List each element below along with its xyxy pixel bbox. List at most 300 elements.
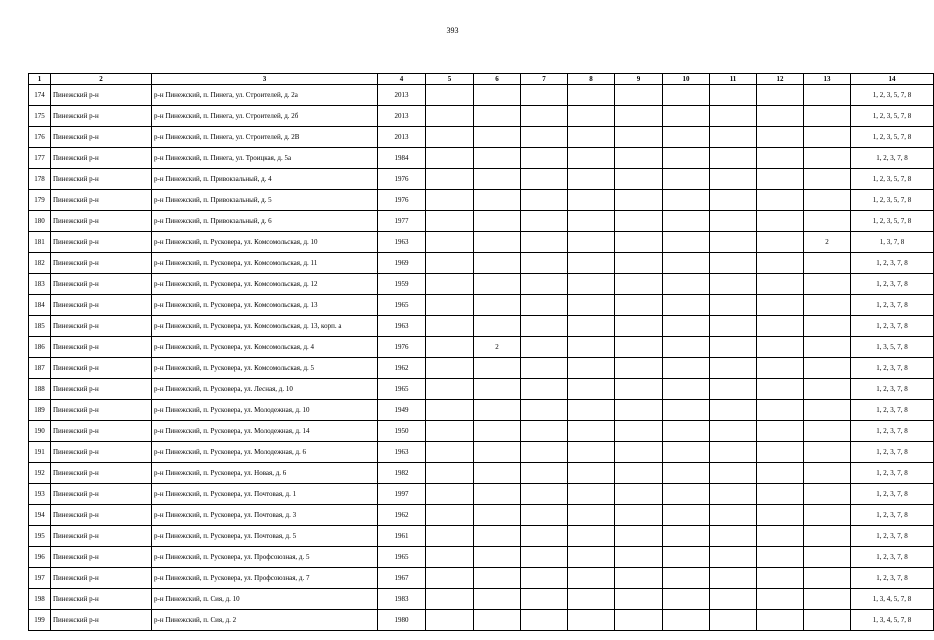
- col-11-cell: [710, 526, 757, 547]
- address-cell: р-н Пинежский, п. Русковера, ул. Молодежная, д. 14: [152, 421, 378, 442]
- col-11-cell: [710, 274, 757, 295]
- col-8-cell: [568, 358, 615, 379]
- col-11-cell: [710, 232, 757, 253]
- col-6-cell: [474, 211, 521, 232]
- table-row: [29, 337, 934, 358]
- year-cell: 1965: [378, 379, 426, 400]
- col-14-cell: 1, 2, 3, 7, 8: [851, 547, 934, 568]
- col-5-cell: [426, 610, 474, 631]
- address-cell: р-н Пинежский, п. Русковера, ул. Молодежная, д. 6: [152, 442, 378, 463]
- row-number-cell: 174: [29, 85, 51, 106]
- col-6-cell: [474, 400, 521, 421]
- col-14-cell: 1, 2, 3, 7, 8: [851, 400, 934, 421]
- col-8-cell: [568, 442, 615, 463]
- col-12-cell: [757, 316, 804, 337]
- col-9-cell: [615, 295, 663, 316]
- col-13-cell: [804, 400, 851, 421]
- col-13-cell: [804, 379, 851, 400]
- col-7-cell: [521, 169, 568, 190]
- table-row: [29, 589, 934, 610]
- col-5-cell: [426, 169, 474, 190]
- col-13-cell: [804, 127, 851, 148]
- col-6-cell: [474, 547, 521, 568]
- col-10-cell: [663, 463, 710, 484]
- column-header: 2: [51, 74, 152, 85]
- row-number-cell: 178: [29, 169, 51, 190]
- col-10-cell: [663, 85, 710, 106]
- col-9-cell: [615, 169, 663, 190]
- col-6-cell: 2: [474, 337, 521, 358]
- address-cell: р-н Пинежский, п. Русковера, ул. Почтовая, д. 5: [152, 526, 378, 547]
- col-7-cell: [521, 421, 568, 442]
- col-7-cell: [521, 610, 568, 631]
- col-5-cell: [426, 127, 474, 148]
- column-header: 12: [757, 74, 804, 85]
- col-9-cell: [615, 127, 663, 148]
- col-5-cell: [426, 568, 474, 589]
- page-number: 393: [446, 26, 459, 35]
- col-6-cell: [474, 127, 521, 148]
- table-row: [29, 148, 934, 169]
- address-cell: р-н Пинежский, п. Сия, д. 10: [152, 589, 378, 610]
- year-cell: 1963: [378, 442, 426, 463]
- col-5-cell: [426, 316, 474, 337]
- district-cell: Пинежский р-н: [51, 190, 152, 211]
- col-9-cell: [615, 337, 663, 358]
- col-10-cell: [663, 337, 710, 358]
- col-7-cell: [521, 547, 568, 568]
- col-12-cell: [757, 505, 804, 526]
- col-6-cell: [474, 421, 521, 442]
- col-11-cell: [710, 484, 757, 505]
- address-cell: р-н Пинежский, п. Русковера, ул. Почтовая, д. 1: [152, 484, 378, 505]
- col-11-cell: [710, 190, 757, 211]
- col-9-cell: [615, 358, 663, 379]
- col-12-cell: [757, 190, 804, 211]
- year-cell: 1969: [378, 253, 426, 274]
- col-13-cell: [804, 484, 851, 505]
- col-14-cell: 1, 2, 3, 7, 8: [851, 316, 934, 337]
- address-cell: р-н Пинежский, п. Привокзальный, д. 5: [152, 190, 378, 211]
- district-cell: Пинежский р-н: [51, 589, 152, 610]
- col-12-cell: [757, 358, 804, 379]
- column-header: 8: [568, 74, 615, 85]
- col-5-cell: [426, 505, 474, 526]
- district-cell: Пинежский р-н: [51, 106, 152, 127]
- col-12-cell: [757, 274, 804, 295]
- row-number-cell: 192: [29, 463, 51, 484]
- col-9-cell: [615, 610, 663, 631]
- district-cell: Пинежский р-н: [51, 421, 152, 442]
- col-12-cell: [757, 148, 804, 169]
- col-14-cell: 1, 2, 3, 5, 7, 8: [851, 127, 934, 148]
- col-7-cell: [521, 232, 568, 253]
- district-cell: Пинежский р-н: [51, 316, 152, 337]
- col-11-cell: [710, 568, 757, 589]
- col-8-cell: [568, 463, 615, 484]
- address-cell: р-н Пинежский, п. Русковера, ул. Комсомольская, д. 10: [152, 232, 378, 253]
- district-cell: Пинежский р-н: [51, 526, 152, 547]
- col-7-cell: [521, 274, 568, 295]
- col-14-cell: 1, 2, 3, 7, 8: [851, 568, 934, 589]
- row-number-cell: 194: [29, 505, 51, 526]
- col-13-cell: [804, 463, 851, 484]
- column-header: 5: [426, 74, 474, 85]
- col-14-cell: 1, 2, 3, 5, 7, 8: [851, 85, 934, 106]
- col-12-cell: [757, 379, 804, 400]
- col-10-cell: [663, 295, 710, 316]
- col-9-cell: [615, 526, 663, 547]
- col-10-cell: [663, 232, 710, 253]
- row-number-cell: 193: [29, 484, 51, 505]
- col-13-cell: [804, 358, 851, 379]
- col-14-cell: 1, 2, 3, 7, 8: [851, 442, 934, 463]
- district-cell: Пинежский р-н: [51, 211, 152, 232]
- table-row: [29, 316, 934, 337]
- table-row: [29, 211, 934, 232]
- col-12-cell: [757, 610, 804, 631]
- table-row: [29, 190, 934, 211]
- col-7-cell: [521, 295, 568, 316]
- col-8-cell: [568, 421, 615, 442]
- table-row: [29, 379, 934, 400]
- row-number-cell: 198: [29, 589, 51, 610]
- table-header-row: [29, 74, 934, 85]
- col-9-cell: [615, 568, 663, 589]
- col-10-cell: [663, 316, 710, 337]
- col-13-cell: [804, 568, 851, 589]
- col-13-cell: [804, 253, 851, 274]
- col-10-cell: [663, 253, 710, 274]
- col-8-cell: [568, 106, 615, 127]
- col-13-cell: [804, 421, 851, 442]
- table-row: [29, 358, 934, 379]
- row-number-cell: 176: [29, 127, 51, 148]
- year-cell: 1963: [378, 232, 426, 253]
- col-13-cell: [804, 190, 851, 211]
- col-7-cell: [521, 337, 568, 358]
- address-cell: р-н Пинежский, п. Русковера, ул. Комсомольская, д. 13: [152, 295, 378, 316]
- col-6-cell: [474, 610, 521, 631]
- year-cell: 1976: [378, 169, 426, 190]
- col-10-cell: [663, 148, 710, 169]
- col-6-cell: [474, 295, 521, 316]
- row-number-cell: 182: [29, 253, 51, 274]
- col-13-cell: [804, 211, 851, 232]
- col-8-cell: [568, 190, 615, 211]
- col-5-cell: [426, 106, 474, 127]
- col-6-cell: [474, 106, 521, 127]
- year-cell: 1967: [378, 568, 426, 589]
- col-8-cell: [568, 148, 615, 169]
- table-row: [29, 400, 934, 421]
- column-header: 4: [378, 74, 426, 85]
- year-cell: 1963: [378, 316, 426, 337]
- col-14-cell: 1, 2, 3, 5, 7, 8: [851, 106, 934, 127]
- address-cell: р-н Пинежский, п. Пинега, ул. Строителей, д. 2б: [152, 106, 378, 127]
- col-10-cell: [663, 568, 710, 589]
- year-cell: 1965: [378, 547, 426, 568]
- col-14-cell: 1, 2, 3, 5, 7, 8: [851, 169, 934, 190]
- table-row: [29, 127, 934, 148]
- col-9-cell: [615, 400, 663, 421]
- col-7-cell: [521, 442, 568, 463]
- address-cell: р-н Пинежский, п. Русковера, ул. Лесная, д. 10: [152, 379, 378, 400]
- col-9-cell: [615, 211, 663, 232]
- col-6-cell: [474, 232, 521, 253]
- table-row: [29, 253, 934, 274]
- district-cell: Пинежский р-н: [51, 610, 152, 631]
- col-6-cell: [474, 379, 521, 400]
- col-7-cell: [521, 568, 568, 589]
- year-cell: 1977: [378, 211, 426, 232]
- table-row: [29, 295, 934, 316]
- row-number-cell: 190: [29, 421, 51, 442]
- col-12-cell: [757, 547, 804, 568]
- row-number-cell: 177: [29, 148, 51, 169]
- address-cell: р-н Пинежский, п. Русковера, ул. Комсомольская, д. 5: [152, 358, 378, 379]
- row-number-cell: 199: [29, 610, 51, 631]
- col-11-cell: [710, 316, 757, 337]
- district-cell: Пинежский р-н: [51, 379, 152, 400]
- address-cell: р-н Пинежский, п. Сия, д. 2: [152, 610, 378, 631]
- col-10-cell: [663, 127, 710, 148]
- col-5-cell: [426, 547, 474, 568]
- col-5-cell: [426, 295, 474, 316]
- address-cell: р-н Пинежский, п. Пинега, ул. Строителей, д. 2а: [152, 85, 378, 106]
- col-11-cell: [710, 295, 757, 316]
- col-7-cell: [521, 127, 568, 148]
- district-cell: Пинежский р-н: [51, 85, 152, 106]
- col-5-cell: [426, 253, 474, 274]
- col-8-cell: [568, 484, 615, 505]
- col-11-cell: [710, 253, 757, 274]
- col-12-cell: [757, 589, 804, 610]
- year-cell: 1997: [378, 484, 426, 505]
- col-8-cell: [568, 505, 615, 526]
- col-12-cell: [757, 232, 804, 253]
- address-cell: р-н Пинежский, п. Русковера, ул. Новая, д. 6: [152, 463, 378, 484]
- col-6-cell: [474, 463, 521, 484]
- col-10-cell: [663, 190, 710, 211]
- district-cell: Пинежский р-н: [51, 400, 152, 421]
- col-6-cell: [474, 568, 521, 589]
- address-cell: р-н Пинежский, п. Привокзальный, д. 4: [152, 169, 378, 190]
- district-cell: Пинежский р-н: [51, 568, 152, 589]
- col-13-cell: [804, 610, 851, 631]
- address-cell: р-н Пинежский, п. Пинега, ул. Строителей, д. 2В: [152, 127, 378, 148]
- col-11-cell: [710, 211, 757, 232]
- col-13-cell: [804, 589, 851, 610]
- col-14-cell: 1, 2, 3, 7, 8: [851, 274, 934, 295]
- col-13-cell: [804, 148, 851, 169]
- table-row: [29, 568, 934, 589]
- district-cell: Пинежский р-н: [51, 358, 152, 379]
- row-number-cell: 186: [29, 337, 51, 358]
- col-7-cell: [521, 400, 568, 421]
- col-11-cell: [710, 505, 757, 526]
- col-5-cell: [426, 379, 474, 400]
- col-11-cell: [710, 463, 757, 484]
- col-14-cell: 1, 3, 5, 7, 8: [851, 337, 934, 358]
- row-number-cell: 184: [29, 295, 51, 316]
- address-cell: р-н Пинежский, п. Пинега, ул. Троицкая, д. 5а: [152, 148, 378, 169]
- col-8-cell: [568, 169, 615, 190]
- district-cell: Пинежский р-н: [51, 547, 152, 568]
- col-9-cell: [615, 316, 663, 337]
- col-10-cell: [663, 379, 710, 400]
- year-cell: 1984: [378, 148, 426, 169]
- district-cell: Пинежский р-н: [51, 484, 152, 505]
- col-5-cell: [426, 442, 474, 463]
- district-cell: Пинежский р-н: [51, 148, 152, 169]
- col-9-cell: [615, 106, 663, 127]
- year-cell: 1962: [378, 358, 426, 379]
- col-9-cell: [615, 148, 663, 169]
- col-7-cell: [521, 379, 568, 400]
- address-cell: р-н Пинежский, п. Русковера, ул. Комсомольская, д. 12: [152, 274, 378, 295]
- col-7-cell: [521, 316, 568, 337]
- col-10-cell: [663, 106, 710, 127]
- table-row: [29, 610, 934, 631]
- col-13-cell: [804, 274, 851, 295]
- col-9-cell: [615, 589, 663, 610]
- year-cell: 1961: [378, 526, 426, 547]
- table-row: [29, 463, 934, 484]
- address-cell: р-н Пинежский, п. Русковера, ул. Почтовая, д. 3: [152, 505, 378, 526]
- col-6-cell: [474, 589, 521, 610]
- col-12-cell: [757, 106, 804, 127]
- address-cell: р-н Пинежский, п. Русковера, ул. Профсоюзная, д. 7: [152, 568, 378, 589]
- col-7-cell: [521, 253, 568, 274]
- district-cell: Пинежский р-н: [51, 232, 152, 253]
- table-body: [29, 85, 934, 631]
- col-6-cell: [474, 253, 521, 274]
- col-7-cell: [521, 358, 568, 379]
- district-cell: Пинежский р-н: [51, 442, 152, 463]
- col-11-cell: [710, 589, 757, 610]
- col-9-cell: [615, 85, 663, 106]
- col-13-cell: [804, 106, 851, 127]
- table-row: [29, 169, 934, 190]
- col-10-cell: [663, 358, 710, 379]
- col-9-cell: [615, 190, 663, 211]
- year-cell: 2013: [378, 85, 426, 106]
- col-7-cell: [521, 85, 568, 106]
- address-cell: р-н Пинежский, п. Привокзальный, д. 6: [152, 211, 378, 232]
- col-7-cell: [521, 484, 568, 505]
- col-11-cell: [710, 358, 757, 379]
- col-10-cell: [663, 484, 710, 505]
- col-9-cell: [615, 463, 663, 484]
- col-11-cell: [710, 337, 757, 358]
- col-12-cell: [757, 253, 804, 274]
- col-14-cell: 1, 2, 3, 7, 8: [851, 421, 934, 442]
- col-14-cell: 1, 2, 3, 7, 8: [851, 526, 934, 547]
- col-14-cell: 1, 3, 4, 5, 7, 8: [851, 589, 934, 610]
- table-row: [29, 106, 934, 127]
- col-11-cell: [710, 169, 757, 190]
- col-6-cell: [474, 505, 521, 526]
- column-header: 9: [615, 74, 663, 85]
- col-6-cell: [474, 169, 521, 190]
- col-10-cell: [663, 610, 710, 631]
- col-12-cell: [757, 463, 804, 484]
- col-8-cell: [568, 127, 615, 148]
- col-13-cell: [804, 547, 851, 568]
- column-header: 14: [851, 74, 934, 85]
- col-7-cell: [521, 211, 568, 232]
- district-cell: Пинежский р-н: [51, 337, 152, 358]
- district-cell: Пинежский р-н: [51, 505, 152, 526]
- col-9-cell: [615, 442, 663, 463]
- col-14-cell: 1, 2, 3, 7, 8: [851, 463, 934, 484]
- address-cell: р-н Пинежский, п. Русковера, ул. Комсомольская, д. 13, корп. а: [152, 316, 378, 337]
- col-6-cell: [474, 85, 521, 106]
- col-8-cell: [568, 85, 615, 106]
- year-cell: 1965: [378, 295, 426, 316]
- col-11-cell: [710, 106, 757, 127]
- col-5-cell: [426, 232, 474, 253]
- col-8-cell: [568, 400, 615, 421]
- col-14-cell: 1, 3, 7, 8: [851, 232, 934, 253]
- col-12-cell: [757, 295, 804, 316]
- col-12-cell: [757, 337, 804, 358]
- col-11-cell: [710, 547, 757, 568]
- col-7-cell: [521, 463, 568, 484]
- row-number-cell: 191: [29, 442, 51, 463]
- col-7-cell: [521, 589, 568, 610]
- row-number-cell: 181: [29, 232, 51, 253]
- col-8-cell: [568, 316, 615, 337]
- col-9-cell: [615, 505, 663, 526]
- district-cell: Пинежский р-н: [51, 463, 152, 484]
- column-header: 13: [804, 74, 851, 85]
- col-10-cell: [663, 589, 710, 610]
- col-13-cell: [804, 442, 851, 463]
- col-11-cell: [710, 400, 757, 421]
- address-cell: р-н Пинежский, п. Русковера, ул. Комсомольская, д. 11: [152, 253, 378, 274]
- col-7-cell: [521, 190, 568, 211]
- table-row: [29, 85, 934, 106]
- address-cell: р-н Пинежский, п. Русковера, ул. Молодежная, д. 10: [152, 400, 378, 421]
- col-8-cell: [568, 253, 615, 274]
- year-cell: 2013: [378, 127, 426, 148]
- col-13-cell: [804, 337, 851, 358]
- col-6-cell: [474, 442, 521, 463]
- col-10-cell: [663, 547, 710, 568]
- col-10-cell: [663, 421, 710, 442]
- col-5-cell: [426, 148, 474, 169]
- col-13-cell: [804, 295, 851, 316]
- col-14-cell: 1, 2, 3, 5, 7, 8: [851, 190, 934, 211]
- col-10-cell: [663, 442, 710, 463]
- col-11-cell: [710, 127, 757, 148]
- col-5-cell: [426, 190, 474, 211]
- col-12-cell: [757, 211, 804, 232]
- year-cell: 1959: [378, 274, 426, 295]
- col-8-cell: [568, 211, 615, 232]
- col-11-cell: [710, 148, 757, 169]
- table-row: [29, 274, 934, 295]
- col-14-cell: 1, 2, 3, 7, 8: [851, 295, 934, 316]
- col-9-cell: [615, 547, 663, 568]
- district-cell: Пинежский р-н: [51, 127, 152, 148]
- table-row: [29, 232, 934, 253]
- col-13-cell: [804, 526, 851, 547]
- row-number-cell: 188: [29, 379, 51, 400]
- col-12-cell: [757, 169, 804, 190]
